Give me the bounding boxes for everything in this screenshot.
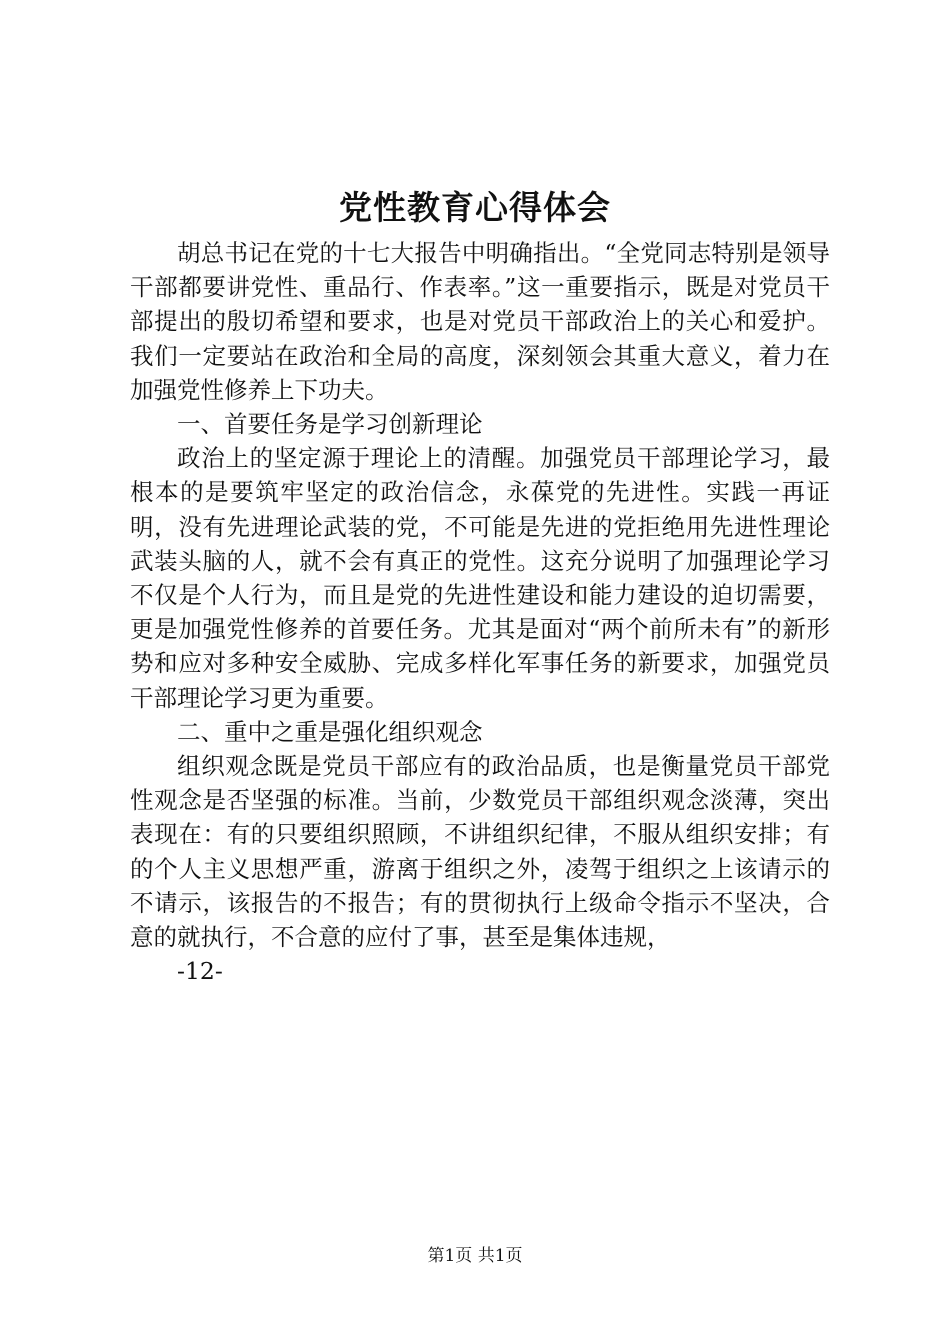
document-title: 党性教育心得体会 xyxy=(339,188,611,227)
inline-page-number: -12- xyxy=(177,957,223,986)
paragraph-intro: 胡总书记在党的十七大报告中明确指出。“全党同志特别是领导干部都要讲党性、重品行、作表率。”这一重要指示，既是对党员干部提出的殷切希望和要求，也是对党员干部政治上的关心和爱护。我们一定要站在政治和全局的高度，深刻领会其重大意义，着力在加强党性修养上下功夫。 xyxy=(130,239,830,404)
page-footer: 第1页 共1页 xyxy=(427,1246,523,1266)
paragraph-section-1: 政治上的坚定源于理论上的清醒。加强党员干部理论学习，最根本的是要筑牢坚定的政治信念，永葆党的先进性。实践一再证明，没有先进理论武装的党，不可能是先进的党拒绝用先进性理论武装头脑的人，就不会有真正的党性。这充分说明了加强理论学习不仅是个人行为，而且是党的先进性建设和能力建设的迫切需要，更是加强党性修养的首要任务。尤其是面对“两个前所未有”的新形势和应对多种安全威胁、完成多样化军事任务的新要求，加强党员干部理论学习更为重要。 xyxy=(130,444,830,712)
section-heading-2: 二、重中之重是强化组织观念 xyxy=(177,717,483,746)
document-body xyxy=(130,236,830,988)
paragraph-section-2: 组织观念既是党员干部应有的政治品质，也是衡量党员干部党性观念是否坚强的标准。当前，少数党员干部组织观念淡薄，突出表现在：有的只要组织照顾，不讲组织纪律，不服从组织安排；有的个人主义思想严重，游离于组织之外，凌驾于组织之上该请示的不请示，该报告的不报告；有的贯彻执行上级命令指示不坚决，合意的就执行，不合意的应付了事，甚至是集体违规， xyxy=(130,752,830,952)
section-heading-1: 一、首要任务是学习创新理论 xyxy=(177,410,483,439)
